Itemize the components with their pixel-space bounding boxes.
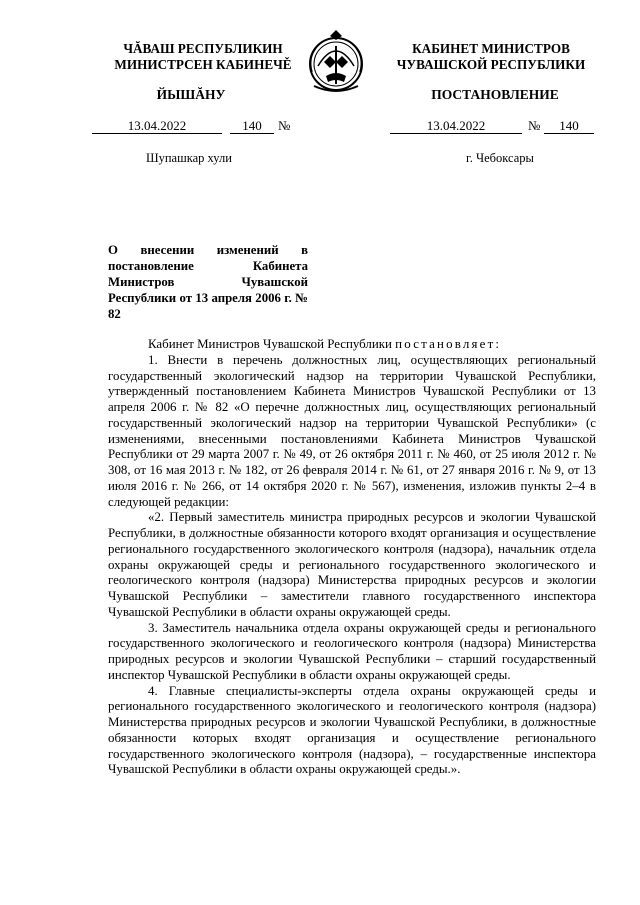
header-left-line1: ЧĂВАШ РЕСПУБЛИКИН xyxy=(123,41,283,56)
header-right-block xyxy=(376,41,606,73)
number-right: 140 xyxy=(544,119,594,134)
intro-prefix: Кабинет Министров Чувашской Республики xyxy=(148,337,396,351)
intro-resolves: постановляет: xyxy=(395,337,502,351)
doctype-left: ЙЫШĂНУ xyxy=(156,87,226,102)
header-right-line2: ЧУВАШСКОЙ РЕСПУБЛИКИ xyxy=(396,57,586,72)
document-body xyxy=(108,337,596,778)
paragraph-2: «2. Первый заместитель министра природных ресурсов и экологии Чувашской Республики, в должностные обязанности которого входят организация и осуществление регионального государственного экологического контроля (надзора), начальник отдела охраны окружающей среды и регионального государственного экологического и геологического контроля (надзора) Министерства природных ресурсов и экологии Чувашской Республики – заместители главного государственного инспектора Чувашской Республики в области охраны окружающей среды. xyxy=(108,510,596,619)
place-right: г. Чебоксары xyxy=(466,151,534,165)
coat-of-arms-icon xyxy=(300,26,372,98)
place-left: Шупашкар хули xyxy=(146,151,232,165)
header-right-line1: КАБИНЕТ МИНИСТРОВ xyxy=(412,41,570,56)
header-left-block xyxy=(88,41,318,73)
date-left: 13.04.2022 xyxy=(92,119,222,134)
paragraph-1: 1. Внести в перечень должностных лиц, осуществляющих региональный государственный экологический надзор на территории Чувашской Республики, утвержденный постановлением Кабинета Министров Чувашской Республики от 13 апреля 2006 г. № 82 «О перечне должностных лиц, осуществляющих региональный государственный экологический надзор на территории Чувашской Республики» (с изменениями, внесенными постановлениями Кабинета Министров Чувашской Республики от 29 марта 2007 г. № 49, от 26 октября 2011 г. № 460, от 25 июля 2012 г. № 308, от 16 мая 2013 г. № 182, от 26 февраля 2014 г. № 61, от 27 января 2016 г. № 9, от 13 июля 2016 г. № 266, от 14 октября 2020 г. № 567), изменения, изложив пункты 2–4 в следующей редакции: xyxy=(108,352,596,509)
dateline-right xyxy=(390,119,610,135)
number-sign-left: № xyxy=(278,118,291,133)
doctype-right: ПОСТАНОВЛЕНИЕ xyxy=(431,87,559,102)
dateline-left xyxy=(92,119,312,135)
paragraph-3: 3. Заместитель начальника отдела охраны окружающей среды и регионального государственного экологического и геологического контроля (надзора) Министерства природных ресурсов и экологии Чувашской Республики – старший государственный инспектор Чувашской Республики в области охраны окружающей среды. xyxy=(108,620,596,682)
number-sign-right: № xyxy=(528,118,541,133)
number-left: 140 xyxy=(230,119,274,134)
intro-paragraph xyxy=(108,337,596,353)
header-left-line2: МИНИСТРСЕН КАБИНЕЧĚ xyxy=(114,57,292,72)
paragraph-4: 4. Главные специалисты-эксперты отдела охраны окружающей среды и регионального государственного экологического и геологического контроля (надзора) Министерства природных ресурсов и экологии Чувашской Республики, в должностные обязанности которых входят организация и осуществление регионального государственного экологического контроля (надзора), – государственные инспектора Чувашской Республики в области охраны окружающей среды.». xyxy=(108,683,596,777)
date-right: 13.04.2022 xyxy=(390,119,522,134)
document-title: О внесении изменений в постановление Кабинета Министров Чувашской Республики от 13 апреля 2006 г. № 82 xyxy=(108,243,308,321)
